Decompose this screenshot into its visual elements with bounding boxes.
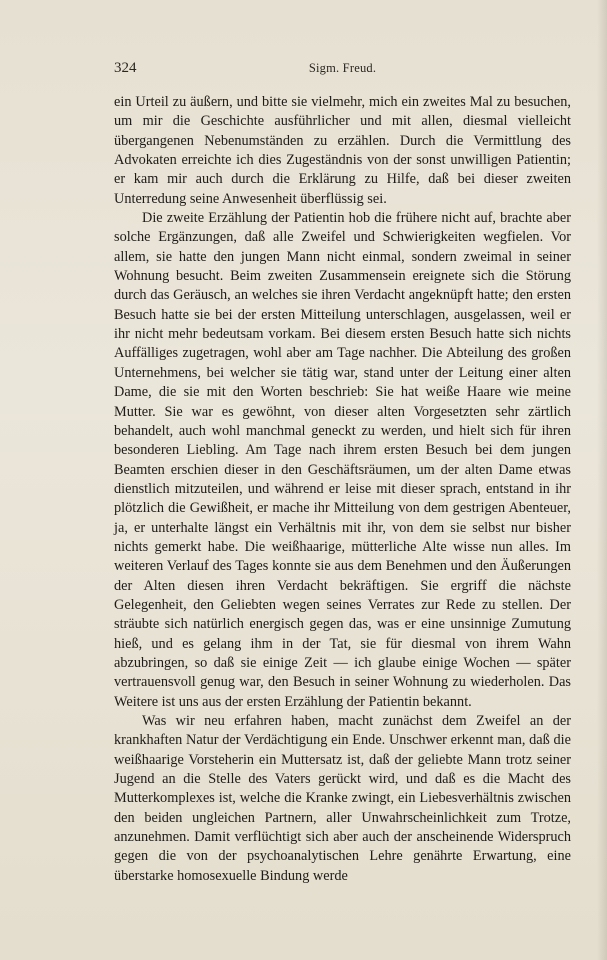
paragraph-1: ein Urteil zu äußern, und bitte sie vielmehr, mich ein zweites Mal zu besuchen, um mir die Geschichte ausführlicher und mit allen, diesmal vielleicht übergangenen Nebenumständen zu erzählen. Durch die Vermittlung des Advokaten erreichte ich dies Zugeständnis von der sonst unwilligen Patientin; er kam mir auch durch die Erklärung zu Hilfe, daß bei dieser zweiten Unterredung seine Anwesenheit überflüssig sei.	[114, 94, 571, 207]
body-text	[114, 93, 571, 886]
running-head: Sigm. Freud.	[308, 61, 377, 75]
page-number: 324	[114, 60, 137, 76]
page-header	[114, 60, 571, 80]
page-edge-shadow	[597, 0, 607, 960]
paragraph-3: Was wir neu erfahren haben, macht zunächst dem Zweifel an der krankhaften Natur der Verdächtigung ein Ende. Unschwer erkennt man, daß die weißhaarige Vorsteherin ein Muttersatz ist, daß der geliebte Mann trotz seiner Jugend an die Stelle des Vaters gerückt wird, und daß es die Macht des Mutterkomplexes ist, welche die Kranke zwingt, ein Liebesverhältnis zwischen den beiden ungleichen Partnern, aller Unwahrscheinlichkeit zum Trotze, anzunehmen. Damit verflüchtigt sich aber auch der anscheinende Widerspruch gegen die von der psychoanalytischen Lehre genährte Erwartung, eine überstarke homosexuelle Bindung werde	[114, 713, 571, 884]
paragraph-2: Die zweite Erzählung der Patientin hob die frühere nicht auf, brachte aber solche Ergänzungen, daß alle Zweifel und Schwierigkeiten wegfielen. Vor allem, sie hatte den jungen Mann nicht einmal, sondern zweimal in seiner Wohnung besucht. Beim zweiten Zusammensein ereignete sich die Störung durch das Geräusch, an welches sie ihren Verdacht angeknüpft hatte; den ersten Besuch hatte sie bei der ersten Mitteilung unterschlagen, ausgelassen, weil er ihr nicht mehr bedeutsam vorkam. Bei diesem ersten Besuch hatte sich nichts Auffälliges zugetragen, wohl aber am Tage nachher. Die Abteilung des großen Unternehmens, bei welcher sie tätig war, stand unter der Leitung einer alten Dame, die sie mit den Worten beschrieb: Sie hat weiße Haare wie meine Mutter. Sie war es gewöhnt, von dieser alten Vorgesetzten sehr zärtlich behandelt, auch wohl manchmal geneckt zu werden, und hielt sich für ihren besonderen Liebling. Am Tage nach ihrem ersten Besuch bei dem jungen Beamten erschien dieser in den Geschäftsräumen, um der alten Dame etwas dienstlich mitzuteilen, und während er leise mit dieser sprach, entstand in ihr plötzlich die Gewißheit, er mache ihr Mitteilung von dem gestrigen Abenteuer, ja, er unterhalte längst ein Verhältnis mit ihr, von dem sie selbst nur bisher nichts gemerkt habe. Die weißhaarige, mütterliche Alte wisse nun alles. Im weiteren Verlauf des Tages konnte sie aus dem Benehmen und den Äußerungen der Alten diesen ihren Verdacht bekräftigen. Sie ergriff die nächste Gelegenheit, den Geliebten wegen seines Verrates zur Rede zu stellen. Der sträubte sich natürlich energisch gegen das, was er eine unsinnige Zumutung hieß, und es gelang ihm in der Tat, sie für diesmal von ihrem Wahn abzubringen, so daß sie einige Zeit — ich glaube einige Wochen — später vertrauensvoll genug war, den Besuch in seiner Wohnung zu wiederholen. Das Weitere ist uns aus der ersten Erzählung der Patientin bekannt.	[114, 210, 571, 710]
